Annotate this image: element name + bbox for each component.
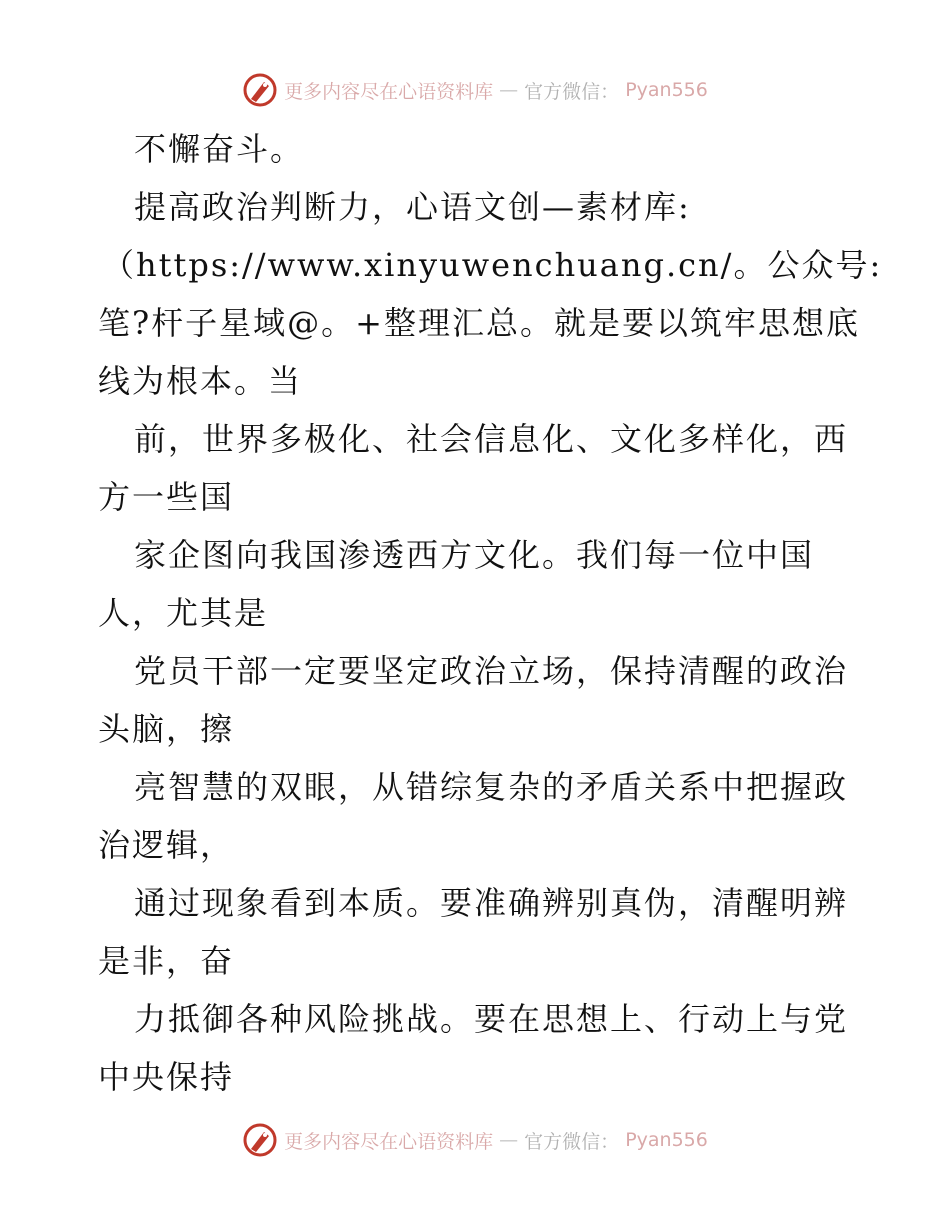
text-line: 中央保持 <box>98 1058 235 1096</box>
pen-nib-circle-icon <box>242 1122 278 1158</box>
text-line: 前，世界多极化、社会信息化、文化多样化，西 <box>134 420 849 458</box>
footer-banner <box>0 1118 950 1162</box>
text-line: 线为根本。当 <box>98 362 303 400</box>
pen-nib-circle-icon <box>242 72 278 108</box>
banner-wechat-id: Pyan556 <box>625 1129 708 1151</box>
banner-wechat-id: Pyan556 <box>625 79 708 101</box>
header-banner <box>0 68 950 112</box>
banner-wechat-label: 官方微信： <box>524 1130 620 1153</box>
banner-wechat-label: 官方微信： <box>524 80 620 103</box>
text-line: 头脑，擦 <box>98 710 235 748</box>
text-line: 治逻辑， <box>98 826 235 864</box>
text-line: 力抵御各种风险挑战。要在思想上、行动上与党 <box>134 1000 849 1038</box>
banner-main-text: 更多内容尽在心语资料库 <box>284 80 494 103</box>
text-line: 提高政治判断力，心语文创—素材库: <box>134 188 691 226</box>
banner-main-text: 更多内容尽在心语资料库 <box>284 1130 494 1153</box>
text-line: 是非，奋 <box>98 942 235 980</box>
text-line: 人，尤其是 <box>98 594 269 632</box>
text-line: 家企图向我国渗透西方文化。我们每一位中国 <box>134 536 815 574</box>
text-line: 通过现象看到本质。要准确辨别真伪，清醒明辨 <box>134 884 849 922</box>
text-line: 党员干部一定要坚定政治立场，保持清醒的政治 <box>134 652 849 690</box>
banner-separator: — <box>499 1129 519 1151</box>
text-line: 方一些国 <box>98 478 235 516</box>
text-line: 不懈奋斗。 <box>134 130 305 168</box>
text-line: 亮智慧的双眼，从错综复杂的矛盾关系中把握政 <box>134 768 849 806</box>
banner-separator: — <box>499 79 519 101</box>
text-line: 笔?杆子星域@。+整理汇总。就是要以筑牢思想底 <box>98 304 860 342</box>
text-line: （https://www.xinyuwenchuang.cn/。公众号: <box>102 246 883 284</box>
